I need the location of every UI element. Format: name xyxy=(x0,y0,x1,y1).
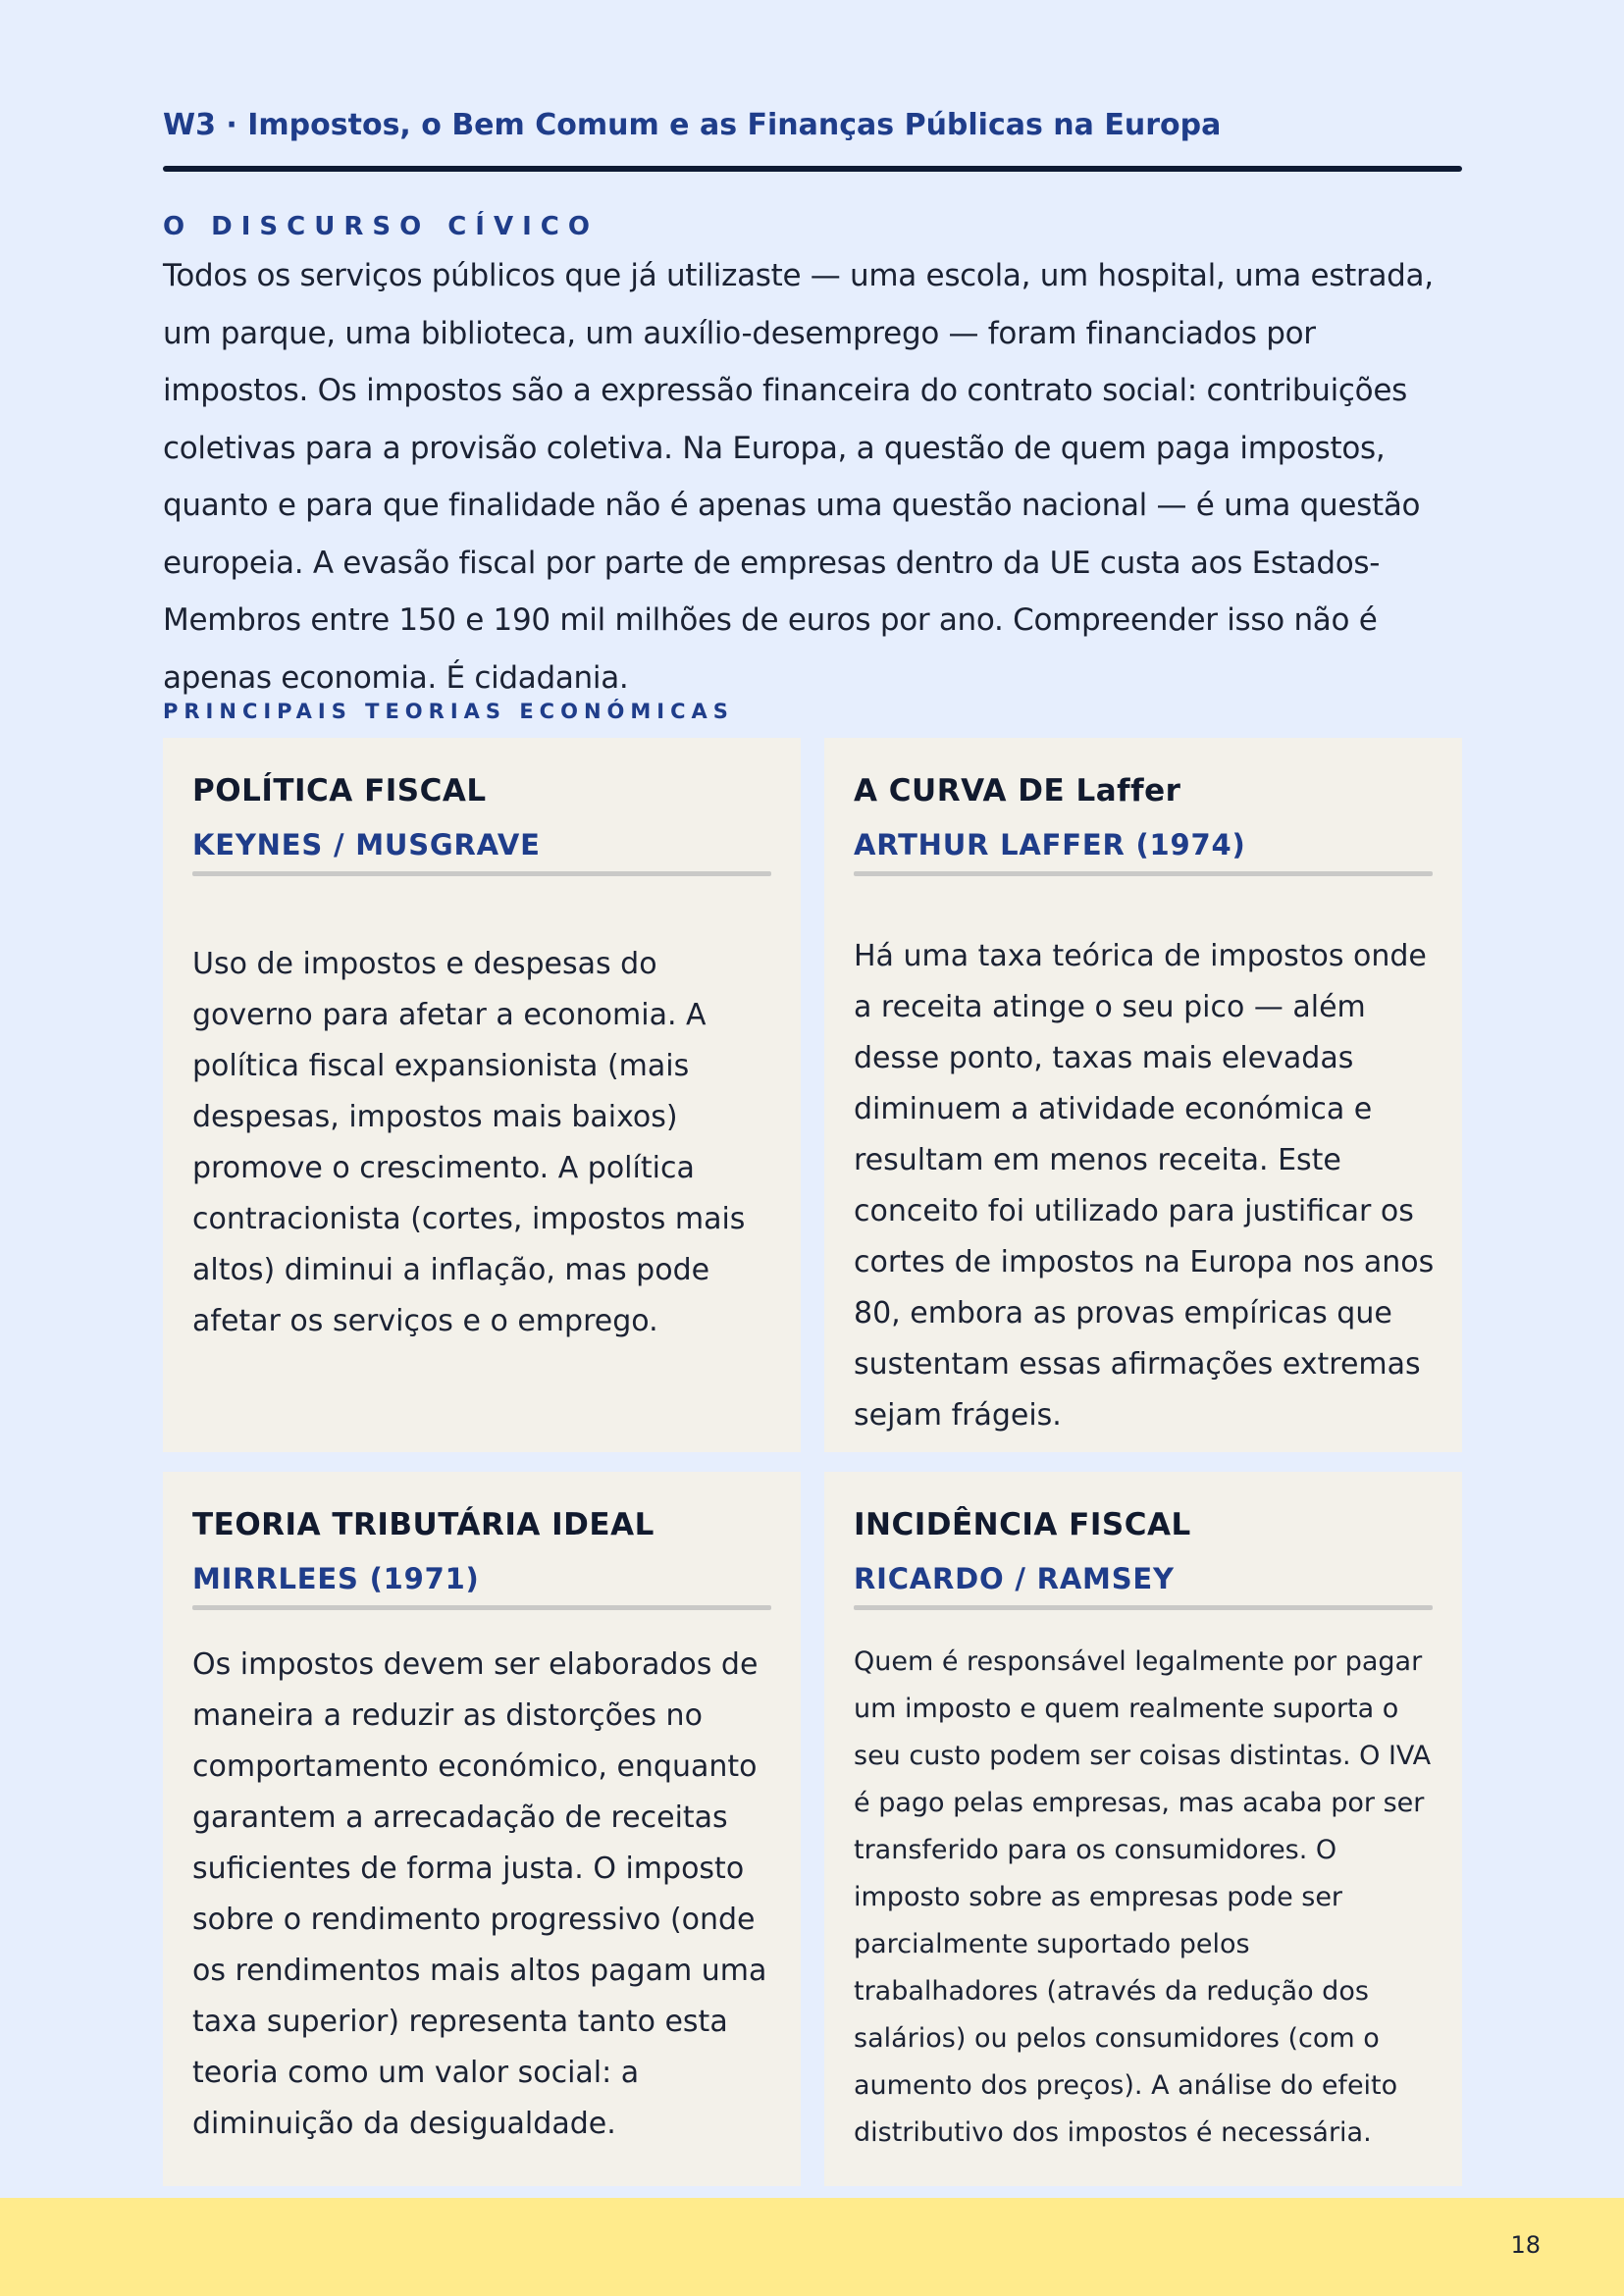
card-divider xyxy=(854,1605,1433,1610)
card-divider xyxy=(854,871,1433,876)
card-body: Há uma taxa teórica de impostos onde a receita atinge o seu pico — além desse ponto, taxas mais elevadas diminuem a atividade económica e resultam em menos receita. Este conceito foi utilizado para justificar os cortes de impostos na Europa nos anos 80, embora as provas empíricas que sustentam essas afirmações extremas sejam frágeis. xyxy=(854,939,1435,1433)
page-header xyxy=(163,106,1462,145)
card-title: TEORIA TRIBUTÁRIA IDEAL xyxy=(192,1507,655,1542)
page-title: W3 · Impostos, o Bem Comum e as Finanças Públicas na Europa xyxy=(163,108,1222,142)
card-title: INCIDÊNCIA FISCAL xyxy=(854,1507,1191,1542)
card-author: RICARDO / RAMSEY xyxy=(854,1562,1175,1595)
header-divider xyxy=(163,166,1462,172)
theory-card-tax-incidence xyxy=(824,1472,1462,2186)
card-body: Uso de impostos e despesas do governo para afetar a economia. A política fiscal expansionista (mais despesas, impostos mais baixos) promove o crescimento. A política contracionista (cortes, impostos mais altos) diminui a inflação, mas pode afetar os serviços e o emprego. xyxy=(192,947,746,1338)
theory-card-fiscal-policy xyxy=(163,738,801,1452)
card-author: KEYNES / MUSGRAVE xyxy=(192,828,541,861)
card-divider xyxy=(192,1605,771,1610)
page-number: 18 xyxy=(1510,2231,1541,2259)
card-author: ARTHUR LAFFER (1974) xyxy=(854,828,1246,861)
theories-section-kicker: PRINCIPAIS TEORIAS ECONÓMICAS xyxy=(163,700,734,723)
card-body: Quem é responsável legalmente por pagar um imposto e quem realmente suporta o seu custo podem ser coisas distintas. O IVA é pago pelas empresas, mas acaba por ser transferido para os consumidores. O imposto sobre as empresas pode ser parcialmente suportado pelos trabalhadores (através da redução dos salários) ou pelos consumidores (com o aumento dos preços). A análise do efeito distributivo dos impostos é necessária. xyxy=(854,1646,1432,2148)
civic-intro-paragraph: Todos os serviços públicos que já utilizaste — uma escola, um hospital, uma estrada, um parque, uma biblioteca, um auxílio-desemprego — foram financiados por impostos. Os impostos são a expressão financeira do contrato social: contribuições coletivas para a provisão coletiva. Na Europa, a questão de quem paga impostos, quanto e para que finalidade não é apenas uma questão nacional — é uma questão europeia. A evasão fiscal por parte de empresas dentro da UE custa aos Estados-Membros entre 150 e 190 mil milhões de euros por ano. Compreender isso não é apenas economia. É cidadania. xyxy=(163,258,1434,696)
theory-card-optimal-taxation xyxy=(163,1472,801,2186)
card-author: MIRRLEES (1971) xyxy=(192,1562,480,1595)
card-body: Os impostos devem ser elaborados de maneira a reduzir as distorções no comportamento económico, enquanto garantem a arrecadação de receitas suficientes de forma justa. O imposto sobre o rendimento progressivo (onde os rendimentos mais altos pagam uma taxa superior) representa tanto esta teoria como um valor social: a diminuição da desigualdade. xyxy=(192,1647,767,2141)
card-title: POLÍTICA FISCAL xyxy=(192,773,487,809)
card-divider xyxy=(192,871,771,876)
theory-card-laffer-curve xyxy=(824,738,1462,1452)
page-footer xyxy=(0,2198,1624,2296)
card-title: A CURVA DE Laffer xyxy=(854,773,1181,809)
civic-section-kicker: O DISCURSO CÍVICO xyxy=(163,212,599,241)
